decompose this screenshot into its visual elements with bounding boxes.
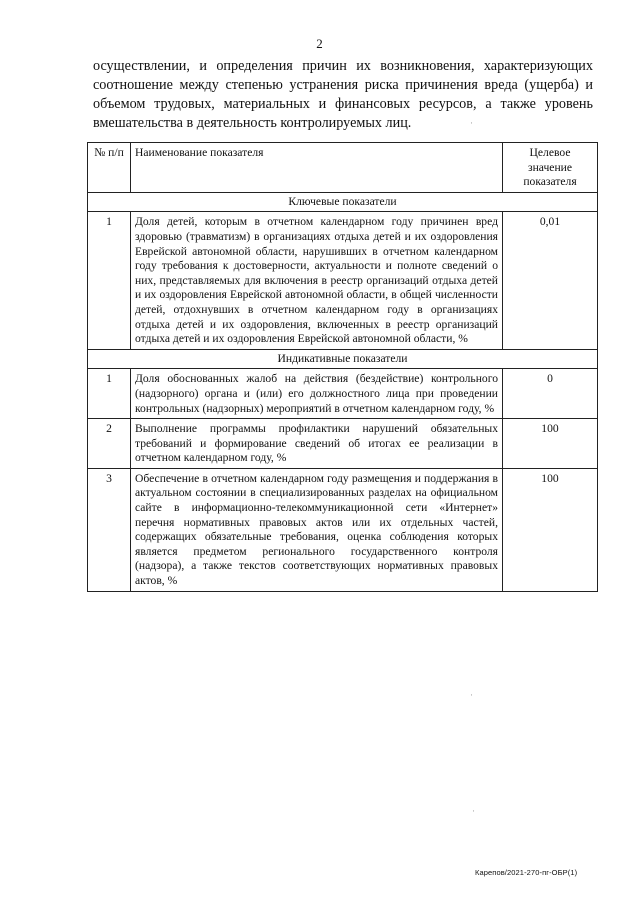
row-name: Доля обоснованных жалоб на действия (бездействие) контрольного (надзорного) органа и (или) его должностного лица при проведении контрольных (надзорных) мероприятий в отчетном календарном году, % (131, 369, 503, 419)
row-value: 0 (503, 369, 598, 419)
row-num: 2 (88, 419, 131, 469)
table-row (88, 468, 598, 591)
header-name: Наименование показателя (131, 143, 503, 193)
row-value: 100 (503, 419, 598, 469)
row-name: Доля детей, которым в отчетном календарном году причинен вред здоровью (травматизм) в организациях отдыха детей и их оздоровления Еврейской автономной области, нарушивших в отчетном календарном году требования к достоверности, актуальности и полноте сведений о них, представляемых для включения в реестр организаций отдыха детей и их оздоровления Еврейской автономной области, в общей численности детей, отдохнувших в отчетном календарном году в организациях отдыха детей и их оздоровления, включенных в реестр организаций отдыха детей и их оздоровления Еврейской автономной области, % (131, 212, 503, 349)
section-row-indicative (88, 349, 598, 369)
header-num: № п/п (88, 143, 131, 193)
section-title-indicative: Индикативные показатели (88, 349, 598, 369)
row-value: 0,01 (503, 212, 598, 349)
section-row-key (88, 192, 598, 212)
page-number: 2 (316, 36, 323, 51)
row-num: 1 (88, 212, 131, 349)
row-num: 3 (88, 468, 131, 591)
table-row (88, 419, 598, 469)
scan-speck: · (470, 118, 473, 128)
row-num: 1 (88, 369, 131, 419)
scan-speck: · (472, 806, 475, 816)
row-name: Обеспечение в отчетном календарном году размещения и поддержания в актуальном состоянии в специализированных разделах на официальном сайте в информационно-телекоммуникационной сети «Интернет» перечня нормативных правовых актов или их отдельных частей, содержащих обязательные требования, оценка соблюдения которых является предметом регионального государственного контроля (надзора), а также текстов соответствующих нормативных правовых актов, % (131, 468, 503, 591)
table-row (88, 369, 598, 419)
row-value: 100 (503, 468, 598, 591)
document-footer-code: Карепов/2021-270-пг-ОБР(1) (475, 868, 578, 877)
header-value: Целевое значение показателя (503, 143, 598, 193)
intro-paragraph: осуществлении, и определения причин их возникновения, характеризующих соотношение между степенью устранения риска причинения вреда (ущерба) и объемом трудовых, материальных и финансовых ресурсов, а также уровень вмешательства в деятельность контролируемых лиц. (93, 58, 593, 131)
row-name: Выполнение программы профилактики нарушений обязательных требований и формирование сведений об итогах ее реализации в отчетном календарном году, % (131, 419, 503, 469)
indicators-table (87, 142, 598, 592)
section-title-key: Ключевые показатели (88, 192, 598, 212)
table-row (88, 212, 598, 349)
table-header-row (88, 143, 598, 193)
scan-speck: · (470, 690, 473, 700)
